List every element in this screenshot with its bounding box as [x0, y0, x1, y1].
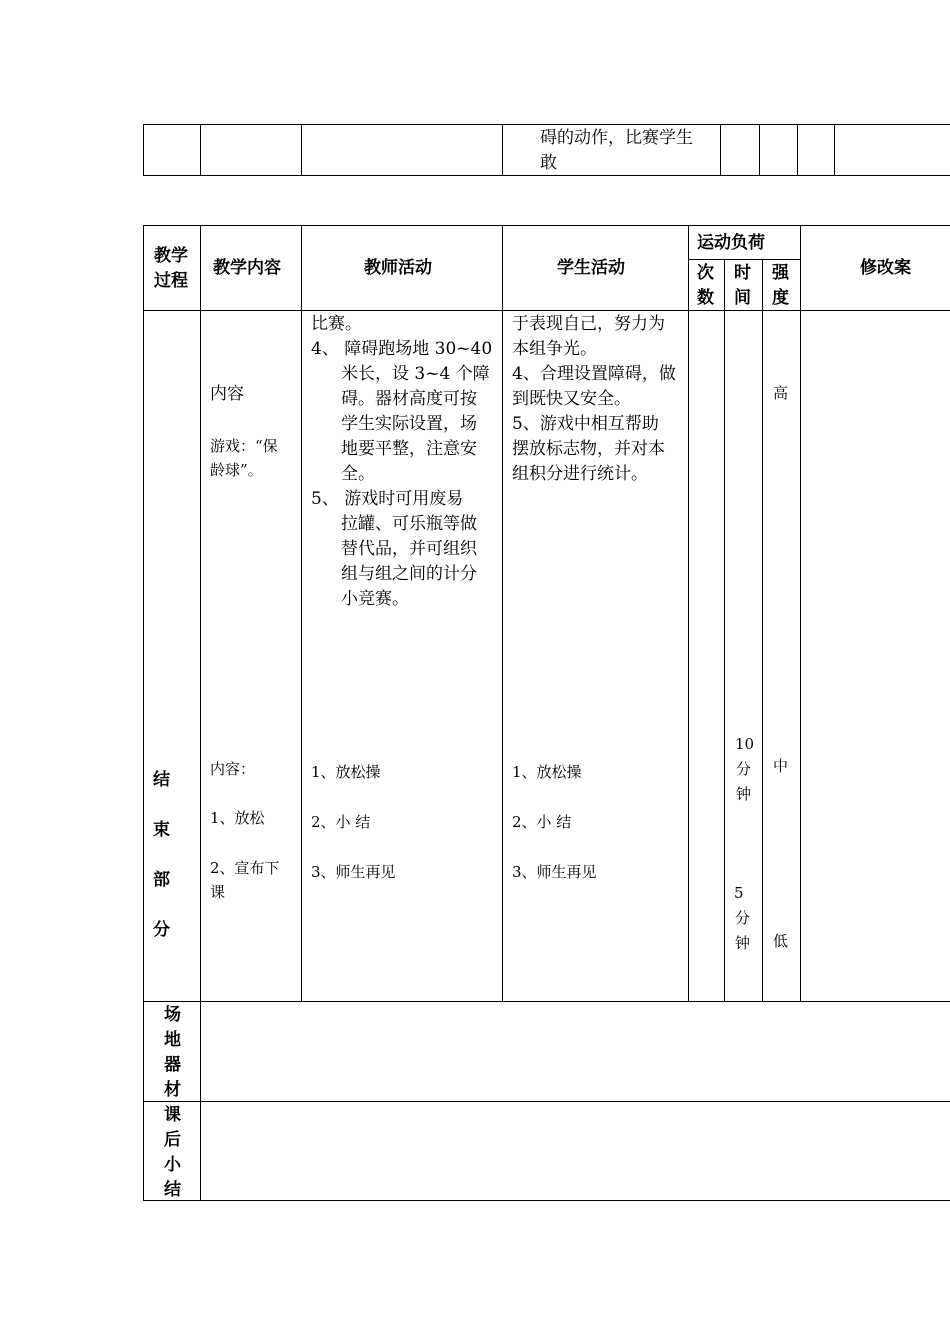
header-process: 教学 [154, 246, 188, 266]
header-count: 数 [697, 288, 714, 308]
summary-label-char: 课 [164, 1105, 181, 1125]
header-intensity: 度 [772, 288, 789, 308]
ending-teacher-item: 2、小 结 [311, 813, 371, 831]
teacher-line: 替代品，并可组织 [341, 539, 477, 559]
ending-student-item: 3、师生再见 [512, 863, 597, 881]
top-student-text-line: 敢 [540, 153, 557, 173]
content-game: 游戏：“保 [210, 437, 278, 455]
venue-label-char: 场 [164, 1005, 181, 1025]
summary-label-char: 结 [164, 1180, 181, 1200]
intensity-high: 高 [773, 384, 789, 402]
ending-student-item: 2、小 结 [512, 813, 572, 831]
ending-teacher-item: 1、放松操 [311, 763, 381, 781]
header-content: 教学内容 [213, 258, 281, 278]
ending-time-unit: 分 [736, 760, 752, 778]
summary-label-char: 小 [164, 1155, 181, 1175]
ending-time-value: 5 [734, 884, 744, 902]
teacher-line: 5、 游戏时可用废易 [311, 489, 464, 509]
ending-process-char: 部 [153, 870, 170, 890]
ending-content-label: 内容： [210, 760, 256, 778]
teacher-line: 组与组之间的计分 [341, 564, 477, 584]
ending-time-unit: 钟 [736, 785, 752, 803]
teacher-line: 4、 障碍跑场地 30~40 [311, 339, 493, 359]
venue-label-char: 地 [164, 1030, 181, 1050]
teacher-line: 比赛。 [311, 314, 362, 334]
intensity-low: 低 [773, 932, 789, 950]
venue-label-char: 材 [164, 1080, 181, 1100]
content-game: 龄球”。 [210, 461, 263, 479]
ending-process-char: 分 [153, 920, 170, 940]
ending-teacher-item: 3、师生再见 [311, 863, 396, 881]
header-teacher-activity: 教师活动 [364, 258, 432, 278]
student-line: 5、游戏中相互帮助 [512, 414, 659, 434]
student-line: 组积分进行统计。 [512, 464, 648, 484]
teacher-line: 全。 [341, 464, 375, 484]
student-line: 4、合理设置障碍，做 [512, 364, 676, 384]
header-intensity: 强 [772, 263, 789, 283]
ending-process-char: 束 [153, 820, 170, 840]
student-line: 于表现自己，努力为 [512, 314, 665, 334]
teacher-line: 米长，设 3~4 个障 [341, 364, 490, 384]
teacher-line: 拉罐、可乐瓶等做 [341, 514, 477, 534]
ending-content-item: 2、宣布下 [210, 859, 280, 877]
header-exercise-load: 运动负荷 [697, 233, 765, 253]
ending-content-item: 1、放松 [210, 809, 265, 827]
header-revision: 修改案 [860, 258, 911, 278]
student-line: 摆放标志物，并对本 [512, 439, 665, 459]
ending-process-char: 结 [153, 770, 170, 790]
header-process: 过程 [154, 271, 188, 291]
student-line: 本组争光。 [512, 339, 597, 359]
teacher-line: 碍。器材高度可按 [341, 389, 477, 409]
content-title: 内容 [210, 384, 244, 404]
top-student-text-line: 碍的动作，比赛学生 [540, 128, 693, 148]
teacher-line: 学生实际设置，场 [341, 414, 477, 434]
header-count: 次 [697, 263, 714, 283]
venue-label-char: 器 [164, 1055, 181, 1075]
summary-label-char: 后 [164, 1130, 181, 1150]
header-time: 间 [734, 288, 751, 308]
teacher-line: 小竞赛。 [341, 589, 409, 609]
ending-time-unit: 分 [735, 909, 751, 927]
student-line: 到既快又安全。 [512, 389, 631, 409]
ending-time-value: 10 [735, 735, 755, 753]
header-student-activity: 学生活动 [557, 258, 625, 278]
ending-time-unit: 钟 [735, 934, 751, 952]
ending-student-item: 1、放松操 [512, 763, 582, 781]
ending-content-item: 课 [210, 883, 226, 901]
intensity-medium: 中 [773, 757, 789, 775]
header-time: 时 [734, 263, 751, 283]
teacher-line: 地要平整，注意安 [341, 439, 477, 459]
